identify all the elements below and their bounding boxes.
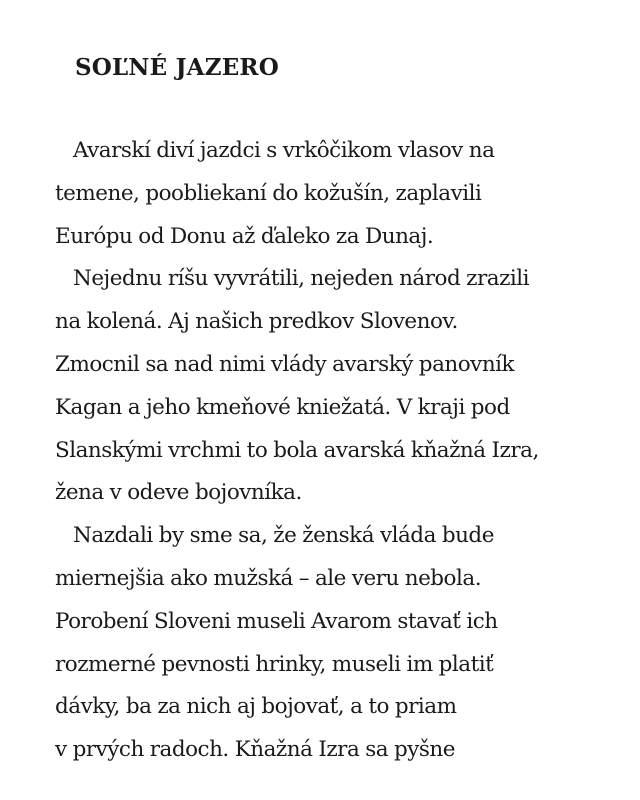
chapter-text	[55, 130, 600, 772]
text-line: Slanskými vrchmi to bola avarská kňažná Izra,	[55, 437, 539, 463]
text-line: Avarskí diví jazdci s vrkôčikom vlasov na	[73, 138, 495, 163]
text-line: Nazdali by sme sa, že ženská vláda bude	[73, 523, 494, 549]
text-line: žena v odeve bojovníka.	[55, 480, 302, 506]
text-line: na kolená. Aj našich predkov Slovenov.	[55, 309, 458, 335]
chapter-title: SOĽNÉ JAZERO	[75, 54, 279, 81]
text-line: rozmerné pevnosti hrinky, museli im platiť	[55, 651, 494, 677]
paragraph-3	[55, 515, 600, 772]
text-line: Zmocnil sa nad nimi vlády avarský panovník	[55, 351, 515, 377]
text-line: Porobení Sloveni museli Avarom stavať ich	[55, 608, 498, 634]
paragraph-2	[55, 258, 600, 515]
text-line: temene, poobliekaní do kožušín, zaplavili	[55, 180, 482, 206]
paragraph-1	[55, 130, 600, 258]
text-line: Kagan a jeho kmeňové kniežatá. V kraji pod	[55, 394, 510, 420]
text-line: v prvých radoch. Kňažná Izra sa pyšne	[55, 737, 455, 763]
text-line: Európu od Donu až ďaleko za Dunaj.	[55, 223, 434, 249]
text-line: Nejednu ríšu vyvrátili, nejeden národ zrazili	[73, 266, 530, 292]
text-line: miernejšia ako mužská – ale veru nebola.	[55, 565, 482, 591]
text-line: dávky, ba za nich aj bojovať, a to priam	[55, 694, 457, 720]
